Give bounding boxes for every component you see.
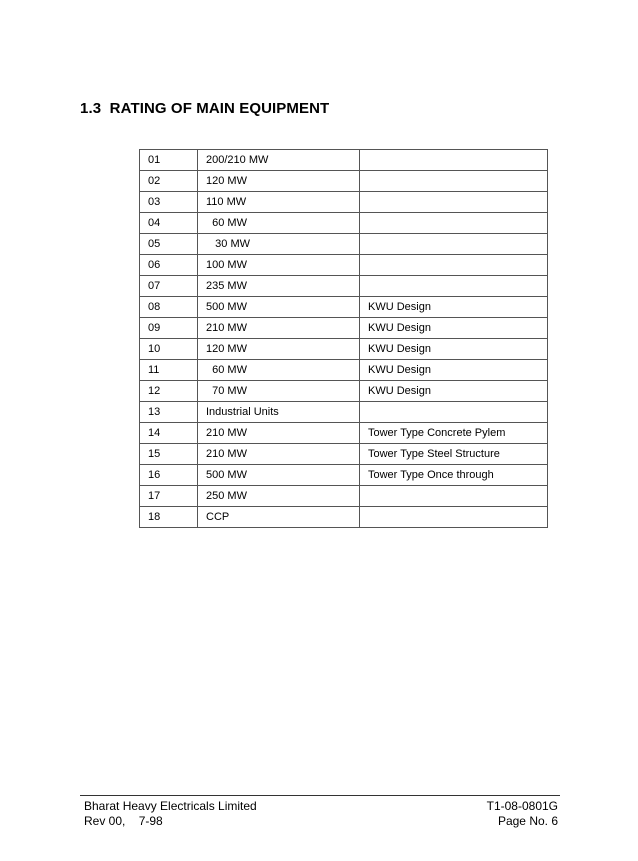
row-number-cell: 09 xyxy=(140,318,198,339)
remark-cell: KWU Design xyxy=(360,318,548,339)
rating-cell: 210 MW xyxy=(198,318,360,339)
rating-cell: Industrial Units xyxy=(198,402,360,423)
remark-cell xyxy=(360,255,548,276)
row-number-cell: 10 xyxy=(140,339,198,360)
row-number-cell: 16 xyxy=(140,465,198,486)
table-row xyxy=(140,423,548,444)
row-number-cell: 05 xyxy=(140,234,198,255)
remark-cell xyxy=(360,234,548,255)
section-heading: 1.3 RATING OF MAIN EQUIPMENT xyxy=(80,100,330,117)
footer-revision: Rev 00, 7-98 xyxy=(84,814,163,828)
table-row xyxy=(140,339,548,360)
table-row xyxy=(140,381,548,402)
rating-cell: 60 MW xyxy=(198,213,360,234)
table-row xyxy=(140,297,548,318)
remark-cell: KWU Design xyxy=(360,339,548,360)
row-number-cell: 04 xyxy=(140,213,198,234)
row-number-cell: 12 xyxy=(140,381,198,402)
table-body xyxy=(140,150,548,528)
row-number-cell: 02 xyxy=(140,171,198,192)
footer-page-number: Page No. 6 xyxy=(497,814,558,828)
row-number-cell: 08 xyxy=(140,297,198,318)
remark-cell: Tower Type Once through xyxy=(360,465,548,486)
row-number-cell: 13 xyxy=(140,402,198,423)
rating-cell: 30 MW xyxy=(198,234,360,255)
rating-cell: 200/210 MW xyxy=(198,150,360,171)
table-row xyxy=(140,192,548,213)
row-number-cell: 15 xyxy=(140,444,198,465)
table-row xyxy=(140,255,548,276)
table-row xyxy=(140,507,548,528)
table-row xyxy=(140,444,548,465)
remark-cell: Tower Type Concrete Pylem xyxy=(360,423,548,444)
rating-cell: 60 MW xyxy=(198,360,360,381)
rating-cell: 110 MW xyxy=(198,192,360,213)
remark-cell: KWU Design xyxy=(360,381,548,402)
rating-cell: 120 MW xyxy=(198,339,360,360)
rating-cell: 210 MW xyxy=(198,444,360,465)
table-row xyxy=(140,171,548,192)
footer-doc-number: T1-08-0801G xyxy=(486,799,558,813)
rating-cell: 100 MW xyxy=(198,255,360,276)
remark-cell xyxy=(360,213,548,234)
table-row xyxy=(140,360,548,381)
table-row xyxy=(140,276,548,297)
rating-cell: 500 MW xyxy=(198,297,360,318)
remark-cell: KWU Design xyxy=(360,360,548,381)
rating-cell: 250 MW xyxy=(198,486,360,507)
row-number-cell: 01 xyxy=(140,150,198,171)
remark-cell: Tower Type Steel Structure xyxy=(360,444,548,465)
table-row xyxy=(140,486,548,507)
remark-cell xyxy=(360,276,548,297)
table-row xyxy=(140,402,548,423)
rating-cell: 235 MW xyxy=(198,276,360,297)
remark-cell: KWU Design xyxy=(360,297,548,318)
rating-cell: 70 MW xyxy=(198,381,360,402)
row-number-cell: 14 xyxy=(140,423,198,444)
table-row xyxy=(140,213,548,234)
rating-cell: CCP xyxy=(198,507,360,528)
row-number-cell: 11 xyxy=(140,360,198,381)
remark-cell xyxy=(360,486,548,507)
rating-cell: 500 MW xyxy=(198,465,360,486)
table-row xyxy=(140,318,548,339)
footer-divider xyxy=(80,795,560,796)
rating-cell: 120 MW xyxy=(198,171,360,192)
remark-cell xyxy=(360,150,548,171)
table-row xyxy=(140,465,548,486)
rating-cell: 210 MW xyxy=(198,423,360,444)
remark-cell xyxy=(360,171,548,192)
row-number-cell: 18 xyxy=(140,507,198,528)
remark-cell xyxy=(360,402,548,423)
remark-cell xyxy=(360,507,548,528)
table-row xyxy=(140,150,548,171)
row-number-cell: 06 xyxy=(140,255,198,276)
table-row xyxy=(140,234,548,255)
equipment-rating-table xyxy=(139,149,548,528)
row-number-cell: 03 xyxy=(140,192,198,213)
remark-cell xyxy=(360,192,548,213)
footer-company: Bharat Heavy Electricals Limited xyxy=(84,799,257,813)
row-number-cell: 17 xyxy=(140,486,198,507)
row-number-cell: 07 xyxy=(140,276,198,297)
